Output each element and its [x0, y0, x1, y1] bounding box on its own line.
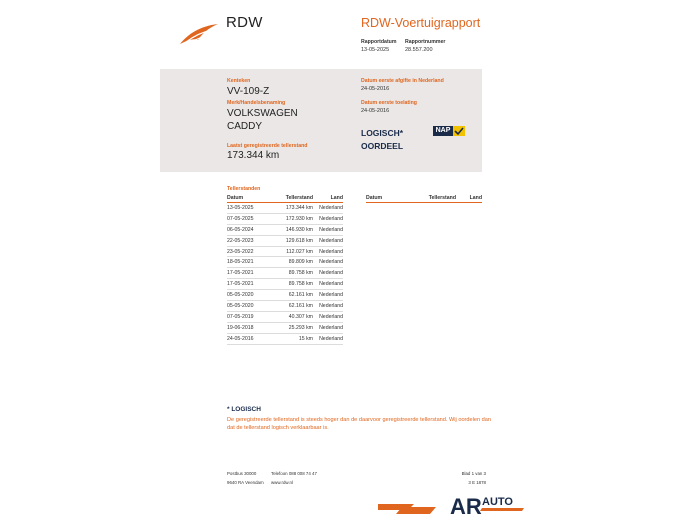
cell-datum: 13-05-2025	[227, 203, 265, 214]
table-row	[227, 257, 343, 268]
table-row	[227, 279, 343, 290]
footer-code: 3 E 1878	[468, 480, 486, 485]
cell-land: Nederland	[313, 279, 343, 290]
table-row	[227, 235, 343, 246]
col-datum: Datum	[227, 194, 265, 203]
brand-name: RDW	[226, 14, 263, 31]
col-datum-2: Datum	[366, 194, 404, 203]
toelating-value: 24-05-2016	[361, 108, 390, 114]
table-row	[227, 268, 343, 279]
cell-land: Nederland	[313, 235, 343, 246]
merk-label: Merk/Handelsbenaming	[227, 100, 286, 106]
cell-datum: 17-05-2021	[227, 279, 265, 290]
cell-tellerstand: 62.161 km	[265, 301, 313, 312]
tellerstanden-rows	[227, 203, 343, 345]
report-title: RDW-Voertuigrapport	[361, 16, 481, 30]
footer-page: Blad 1 van 3	[461, 471, 486, 476]
table-row	[227, 290, 343, 301]
tellerstanden-table-2	[366, 194, 482, 203]
note-text-line2: dat de tellerstand logisch verklaarbaar is.	[227, 425, 329, 431]
table-row	[227, 246, 343, 257]
table-row	[227, 213, 343, 224]
cell-land: Nederland	[313, 246, 343, 257]
ar-auto-logo	[378, 492, 526, 514]
table-row	[227, 301, 343, 312]
rapportnummer-label: Rapportnummer	[405, 39, 446, 45]
oordeel-line1: LOGISCH*	[361, 128, 404, 138]
rapportdatum-label: Rapportdatum	[361, 39, 397, 45]
cell-datum: 06-05-2024	[227, 224, 265, 235]
vehicle-info-panel	[160, 69, 482, 172]
cell-land: Nederland	[313, 322, 343, 333]
cell-land: Nederland	[313, 213, 343, 224]
footer-postbus: Postbus 30000	[227, 471, 257, 476]
table-row	[227, 322, 343, 333]
footer-website: www.rdw.nl	[271, 480, 293, 485]
tellerstanden-table	[227, 194, 343, 345]
nap-logo	[433, 126, 465, 138]
oordeel-line2: OORDEEL	[361, 141, 404, 151]
cell-land: Nederland	[313, 224, 343, 235]
rapportdatum-value: 13-05-2025	[361, 47, 390, 53]
tellerstanden-title: Tellerstanden	[227, 186, 261, 192]
note-title: * LOGISCH	[227, 406, 261, 413]
table-row	[227, 333, 343, 344]
handelsbenaming-value: CADDY	[227, 121, 263, 132]
col-tellerstand-2: Tellerstand	[404, 194, 456, 203]
footer-phone: Telefoon 088 008 74 47	[271, 471, 317, 476]
cell-tellerstand: 146.930 km	[265, 224, 313, 235]
nap-text: NAP	[433, 126, 453, 136]
cell-land: Nederland	[313, 257, 343, 268]
tellerstand-label: Laatst geregistreerde tellerstand	[227, 143, 308, 149]
col-land: Land	[313, 194, 343, 203]
cell-tellerstand: 62.161 km	[265, 290, 313, 301]
kenteken-label: Kenteken	[227, 78, 251, 84]
ar-letters: AR	[450, 494, 482, 514]
table-row	[227, 203, 343, 214]
cell-tellerstand: 89.758 km	[265, 279, 313, 290]
table-row	[227, 311, 343, 322]
table-row	[227, 224, 343, 235]
cell-tellerstand: 40.307 km	[265, 311, 313, 322]
cell-datum: 23-05-2022	[227, 246, 265, 257]
cell-tellerstand: 15 km	[265, 333, 313, 344]
afgifte-value: 24-05-2016	[361, 86, 390, 92]
tellerstand-value: 173.344 km	[227, 150, 280, 161]
cell-tellerstand: 89.809 km	[265, 257, 313, 268]
cell-tellerstand: 173.344 km	[265, 203, 313, 214]
toelating-label: Datum eerste toelating	[361, 100, 417, 106]
cell-datum: 07-05-2019	[227, 311, 265, 322]
kenteken-value: VV-109-Z	[227, 86, 270, 97]
cell-tellerstand: 112.027 km	[265, 246, 313, 257]
cell-datum: 05-05-2020	[227, 301, 265, 312]
cell-datum: 22-05-2023	[227, 235, 265, 246]
afgifte-label: Datum eerste afgifte in Nederland	[361, 78, 444, 84]
check-icon	[453, 126, 465, 138]
cell-tellerstand: 172.930 km	[265, 213, 313, 224]
footer-address: 9640 RA Veendam	[227, 480, 264, 485]
cell-datum: 07-05-2025	[227, 213, 265, 224]
cell-land: Nederland	[313, 290, 343, 301]
col-land-2: Land	[456, 194, 482, 203]
cell-tellerstand: 129.618 km	[265, 235, 313, 246]
cell-datum: 19-06-2018	[227, 322, 265, 333]
cell-datum: 18-05-2021	[227, 257, 265, 268]
note-text-line1: De geregistreerde tellerstand is steeds hoger dan de daarvoor geregistreerde tellerstand. Wij oordelen dan	[227, 417, 491, 423]
cell-land: Nederland	[313, 311, 343, 322]
cell-datum: 05-05-2020	[227, 290, 265, 301]
cell-datum: 24-05-2016	[227, 333, 265, 344]
rapportnummer-value: 28.557.200	[405, 47, 433, 53]
col-tellerstand: Tellerstand	[265, 194, 313, 203]
cell-tellerstand: 25.293 km	[265, 322, 313, 333]
cell-land: Nederland	[313, 268, 343, 279]
ar-auto-text: AUTO	[482, 496, 513, 508]
merk-value: VOLKSWAGEN	[227, 108, 298, 119]
rdw-logo-icon	[178, 22, 220, 46]
cell-datum: 17-05-2021	[227, 268, 265, 279]
cell-land: Nederland	[313, 333, 343, 344]
cell-land: Nederland	[313, 203, 343, 214]
cell-tellerstand: 89.758 km	[265, 268, 313, 279]
cell-land: Nederland	[313, 301, 343, 312]
